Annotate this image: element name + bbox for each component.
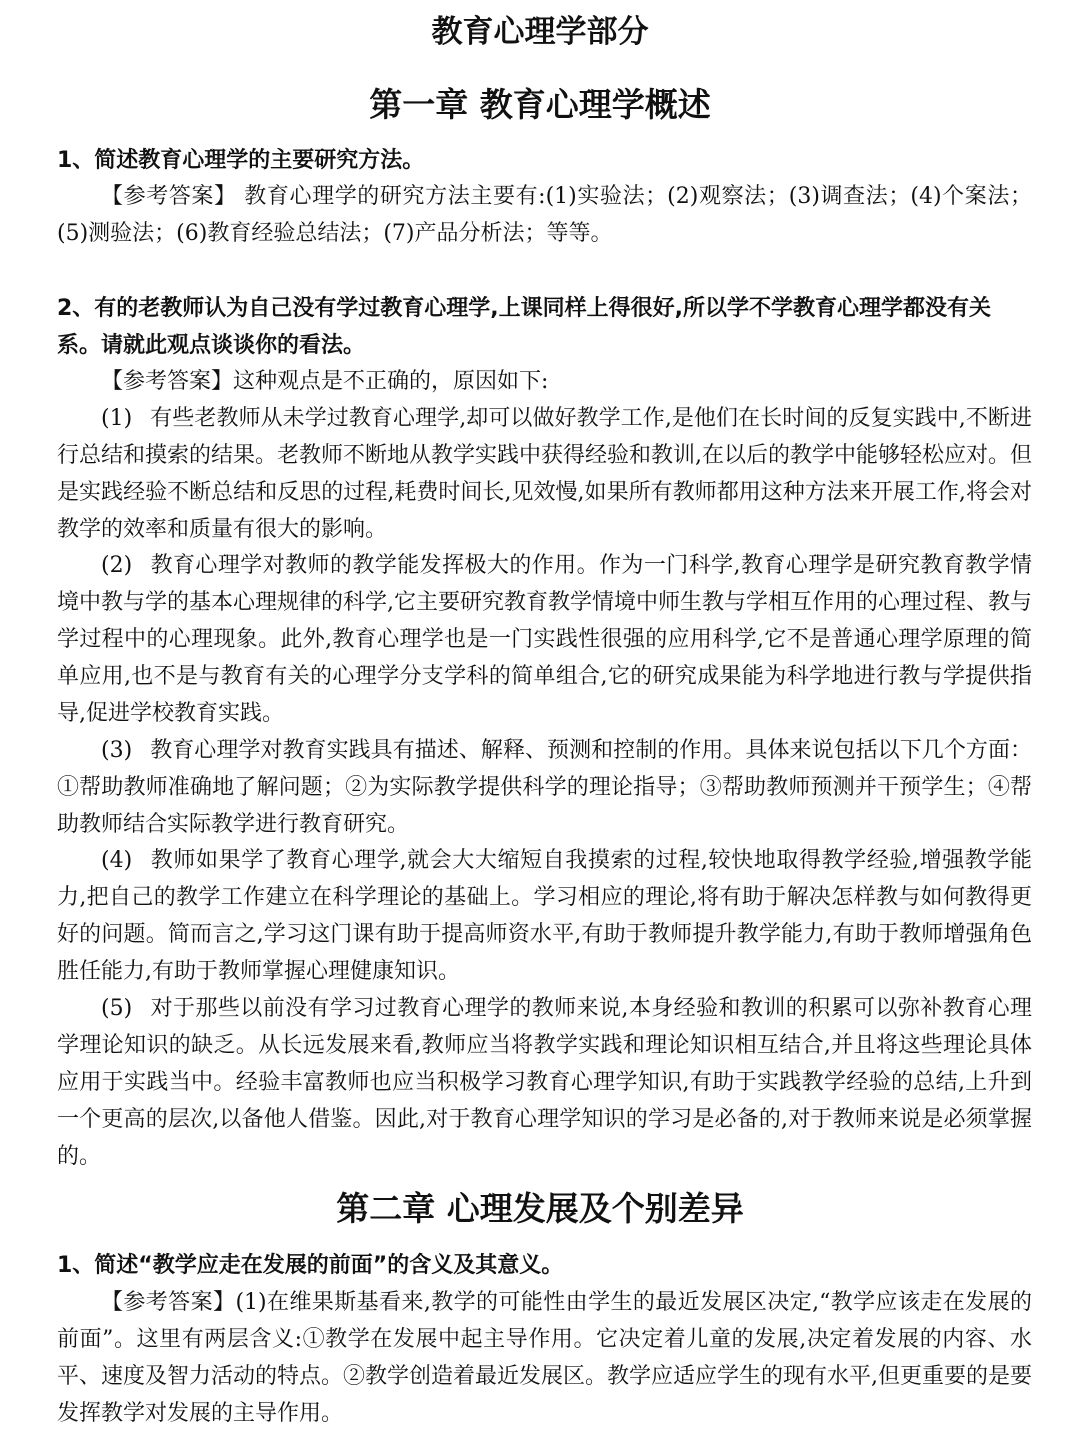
point-text: 教育心理学对教育实践具有描述、解释、预测和控制的作用。具体来说包括以下几个方面：①帮助教师准确地了解问题；②为实际教学提供科学的理论指导；③帮助教师预测并干预学生；④帮助教师结合实际教学进行教育研究。 bbox=[57, 738, 1032, 837]
answer-label: 【参考答案】 bbox=[101, 369, 234, 394]
chapter-2-question-1: 1、简述“教学应走在发展的前面”的含义及其意义。 bbox=[57, 1253, 564, 1278]
answer-label: 【参考答案】 bbox=[101, 184, 237, 209]
point-text: 教师如果学了教育心理学,就会大大缩短自我摸索的过程,较快地取得教学经验,增强教学能力,把自己的教学工作建立在科学理论的基础上。学习相应的理论,将有助于解决怎样教与如何教得更好的问题。简而言之,学习这门课有助于提高师资水平,有助于教师提升教学能力,有助于教师增强角色胜任能力,有助于教师掌握心理健康知识。 bbox=[57, 848, 1032, 984]
chapter-2-answer-1 bbox=[57, 1284, 1032, 1432]
answer-label: 【参考答案】 bbox=[101, 1290, 236, 1315]
chapter-2-title: 第二章 心理发展及个别差异 bbox=[336, 1189, 744, 1228]
answer-intro: 这种观点是不正确的，原因如下: bbox=[233, 369, 549, 394]
answer-text: 教育心理学的研究方法主要有:(1)实验法；(2)观察法；(3)调查法；(4)个案法；(5)测验法；(6)教育经验总结法；(7)产品分析法；等等。 bbox=[57, 184, 1032, 246]
document-title: 教育心理学部分 bbox=[431, 14, 649, 50]
point-number: (4) bbox=[101, 848, 133, 873]
point-number: (1) bbox=[101, 406, 133, 431]
point-text: 对于那些以前没有学习过教育心理学的教师来说,本身经验和教训的积累可以弥补教育心理学理论知识的缺乏。从长远发展来看,教师应当将教学实践和理论知识相互结合,并且将这些理论具体应用于实践当中。经验丰富教师也应当积极学习教育心理学知识,有助于实践教学经验的总结,上升到一个更高的层次,以备他人借鉴。因此,对于教育心理学知识的学习是必备的,对于教师来说是必须掌握的。 bbox=[57, 996, 1032, 1169]
answer-point-2 bbox=[57, 547, 1032, 732]
chapter-1-title: 第一章 教育心理学概述 bbox=[369, 85, 711, 124]
point-number: (3) bbox=[101, 738, 133, 763]
chapter-1-question-1: 1、简述教育心理学的主要研究方法。 bbox=[57, 148, 425, 173]
chapter-1-question-2: 2、有的老教师认为自己没有学过教育心理学,上课同样上得很好,所以学不学教育心理学都没有关系。请就此观点谈谈你的看法。 bbox=[57, 296, 992, 358]
answer-point-3 bbox=[57, 732, 1032, 843]
chapter-1-answer-1 bbox=[57, 178, 1032, 252]
answer-point-5 bbox=[57, 990, 1032, 1175]
answer-point-4 bbox=[57, 842, 1032, 990]
chapter-1-answer-2-intro bbox=[57, 363, 1032, 400]
answer-text: (1)在维果斯基看来,教学的可能性由学生的最近发展区决定,“教学应该走在发展的前面”。这里有两层含义:①教学在发展中起主导作用。它决定着儿童的发展,决定着发展的内容、水平、速度及智力活动的特点。②教学创造着最近发展区。教学应适应学生的现有水平,但更重要的是要发挥教学对发展的主导作用。 bbox=[57, 1290, 1032, 1426]
point-number: (5) bbox=[101, 996, 133, 1021]
point-number: (2) bbox=[101, 553, 133, 578]
point-text: 有些老教师从未学过教育心理学,却可以做好教学工作,是他们在长时间的反复实践中,不断进行总结和摸索的结果。老教师不断地从教学实践中获得经验和教训,在以后的教学中能够轻松应对。但是实践经验不断总结和反思的过程,耗费时间长,见效慢,如果所有教师都用这种方法来开展工作,将会对教学的效率和质量有很大的影响。 bbox=[57, 406, 1032, 542]
point-text: 教育心理学对教师的教学能发挥极大的作用。作为一门科学,教育心理学是研究教育教学情境中教与学的基本心理规律的科学,它主要研究教育教学情境中师生教与学相互作用的心理过程、教与学过程中的心理现象。此外,教育心理学也是一门实践性很强的应用科学,它不是普通心理学原理的简单应用,也不是与教育有关的心理学分支学科的简单组合,它的研究成果能为科学地进行教与学提供指导,促进学校教育实践。 bbox=[57, 553, 1032, 726]
answer-point-1 bbox=[57, 400, 1032, 548]
